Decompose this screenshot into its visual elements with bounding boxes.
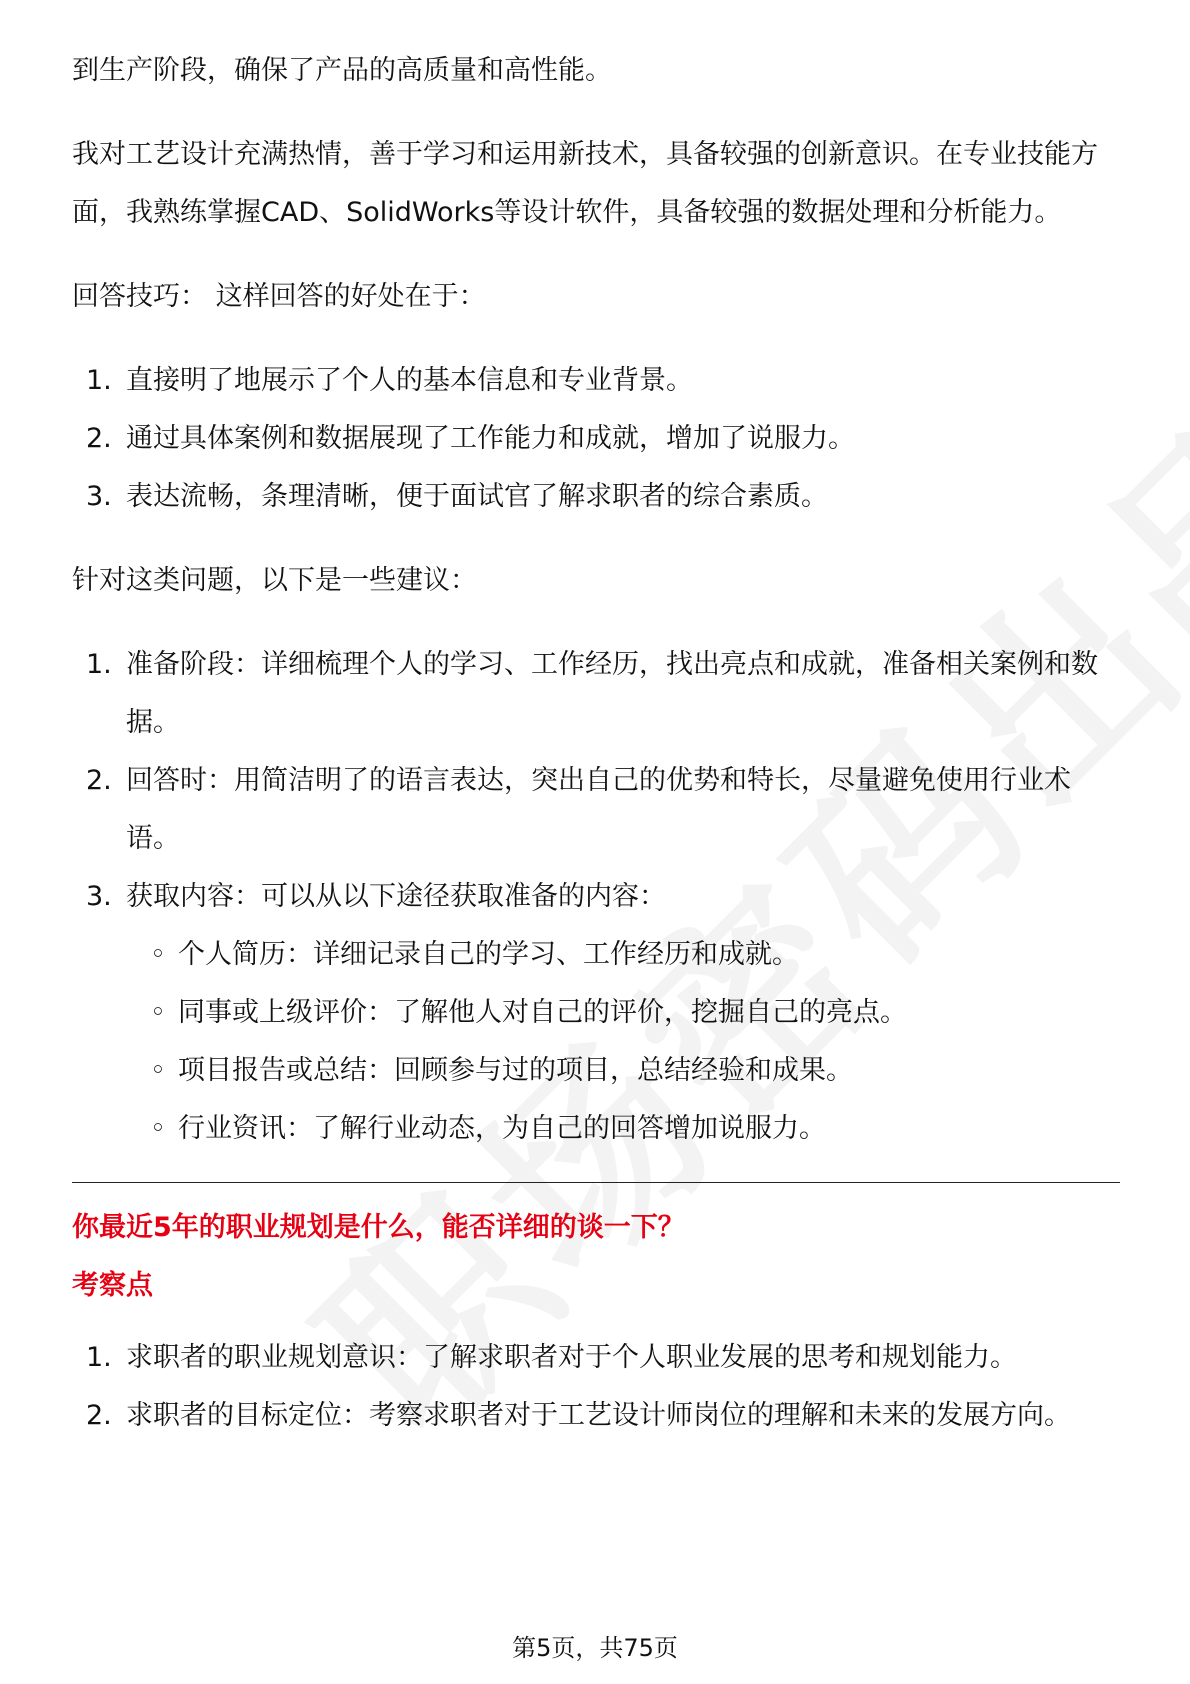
list-number: 1.	[86, 365, 112, 396]
list-number: 2.	[86, 765, 112, 796]
paragraph-continuation: 到生产阶段，确保了产品的高质量和高性能。	[72, 55, 612, 86]
advice-intro: 针对这类问题，以下是一些建议：	[72, 565, 477, 596]
kaochadian-heading: 考察点	[72, 1270, 153, 1301]
list-number: 2.	[86, 423, 112, 454]
list-item-text: 通过具体案例和数据展现了工作能力和成就，增加了说服力。	[126, 423, 855, 454]
bullet-icon: ◦	[150, 939, 166, 970]
sub-list-text: 项目报告或总结：回顾参与过的项目，总结经验和成果。	[178, 1055, 853, 1086]
list-number: 3.	[86, 881, 112, 912]
list-number: 3.	[86, 481, 112, 512]
list-item	[72, 868, 1120, 926]
bullet-icon: ◦	[150, 1055, 166, 1086]
list-item-text: 直接明了地展示了个人的基本信息和专业背景。	[126, 365, 693, 396]
paragraph-skills: 我对工艺设计充满热情，善于学习和运用新技术，具备较强的创新意识。在专业技能方面，我熟练掌握CAD、SolidWorks等设计软件，具备较强的数据处理和分析能力。	[72, 139, 1098, 228]
list-item	[72, 636, 1120, 752]
sub-list-text: 个人简历：详细记录自己的学习、工作经历和成就。	[178, 939, 799, 970]
sub-list-text: 同事或上级评价：了解他人对自己的评价，挖掘自己的亮点。	[178, 997, 907, 1028]
section-divider	[72, 1182, 1120, 1183]
bullet-icon: ◦	[150, 997, 166, 1028]
list-item	[72, 410, 1120, 468]
list-item-text: 求职者的目标定位：考察求职者对于工艺设计师岗位的理解和未来的发展方向。	[126, 1400, 1071, 1431]
bullet-icon: ◦	[150, 1113, 166, 1144]
list-item-text: 求职者的职业规划意识：了解求职者对于个人职业发展的思考和规划能力。	[126, 1342, 1017, 1373]
list-item-text: 获取内容：可以从以下途径获取准备的内容：	[126, 881, 666, 912]
sources-list	[72, 926, 1120, 1158]
list-item-text: 回答时：用简洁明了的语言表达，突出自己的优势和特长，尽量避免使用行业术语。	[126, 765, 1071, 854]
sub-list-item	[72, 1042, 1120, 1100]
advice-list	[72, 636, 1120, 926]
list-item-text: 表达流畅，条理清晰，便于面试官了解求职者的综合素质。	[126, 481, 828, 512]
points-list	[72, 1329, 1120, 1445]
list-number: 2.	[86, 1400, 112, 1431]
list-number: 1.	[86, 649, 112, 680]
list-item	[72, 468, 1120, 526]
list-item	[72, 1387, 1120, 1445]
list-item	[72, 752, 1120, 868]
tips-list	[72, 352, 1120, 526]
list-item	[72, 1329, 1120, 1387]
list-item	[72, 352, 1120, 410]
sub-list-item	[72, 984, 1120, 1042]
list-number: 1.	[86, 1342, 112, 1373]
tips-intro: 回答技巧： 这样回答的好处在于：	[72, 281, 486, 312]
page-footer: 第5页，共75页	[512, 1634, 678, 1662]
sub-list-item	[72, 1100, 1120, 1158]
sub-list-text: 行业资讯：了解行业动态，为自己的回答增加说服力。	[178, 1113, 826, 1144]
question-heading: 你最近5年的职业规划是什么，能否详细的谈一下？	[72, 1212, 685, 1243]
list-item-text: 准备阶段：详细梳理个人的学习、工作经历，找出亮点和成就，准备相关案例和数据。	[126, 649, 1098, 738]
page-content	[72, 42, 1120, 1445]
sub-list-item	[72, 926, 1120, 984]
